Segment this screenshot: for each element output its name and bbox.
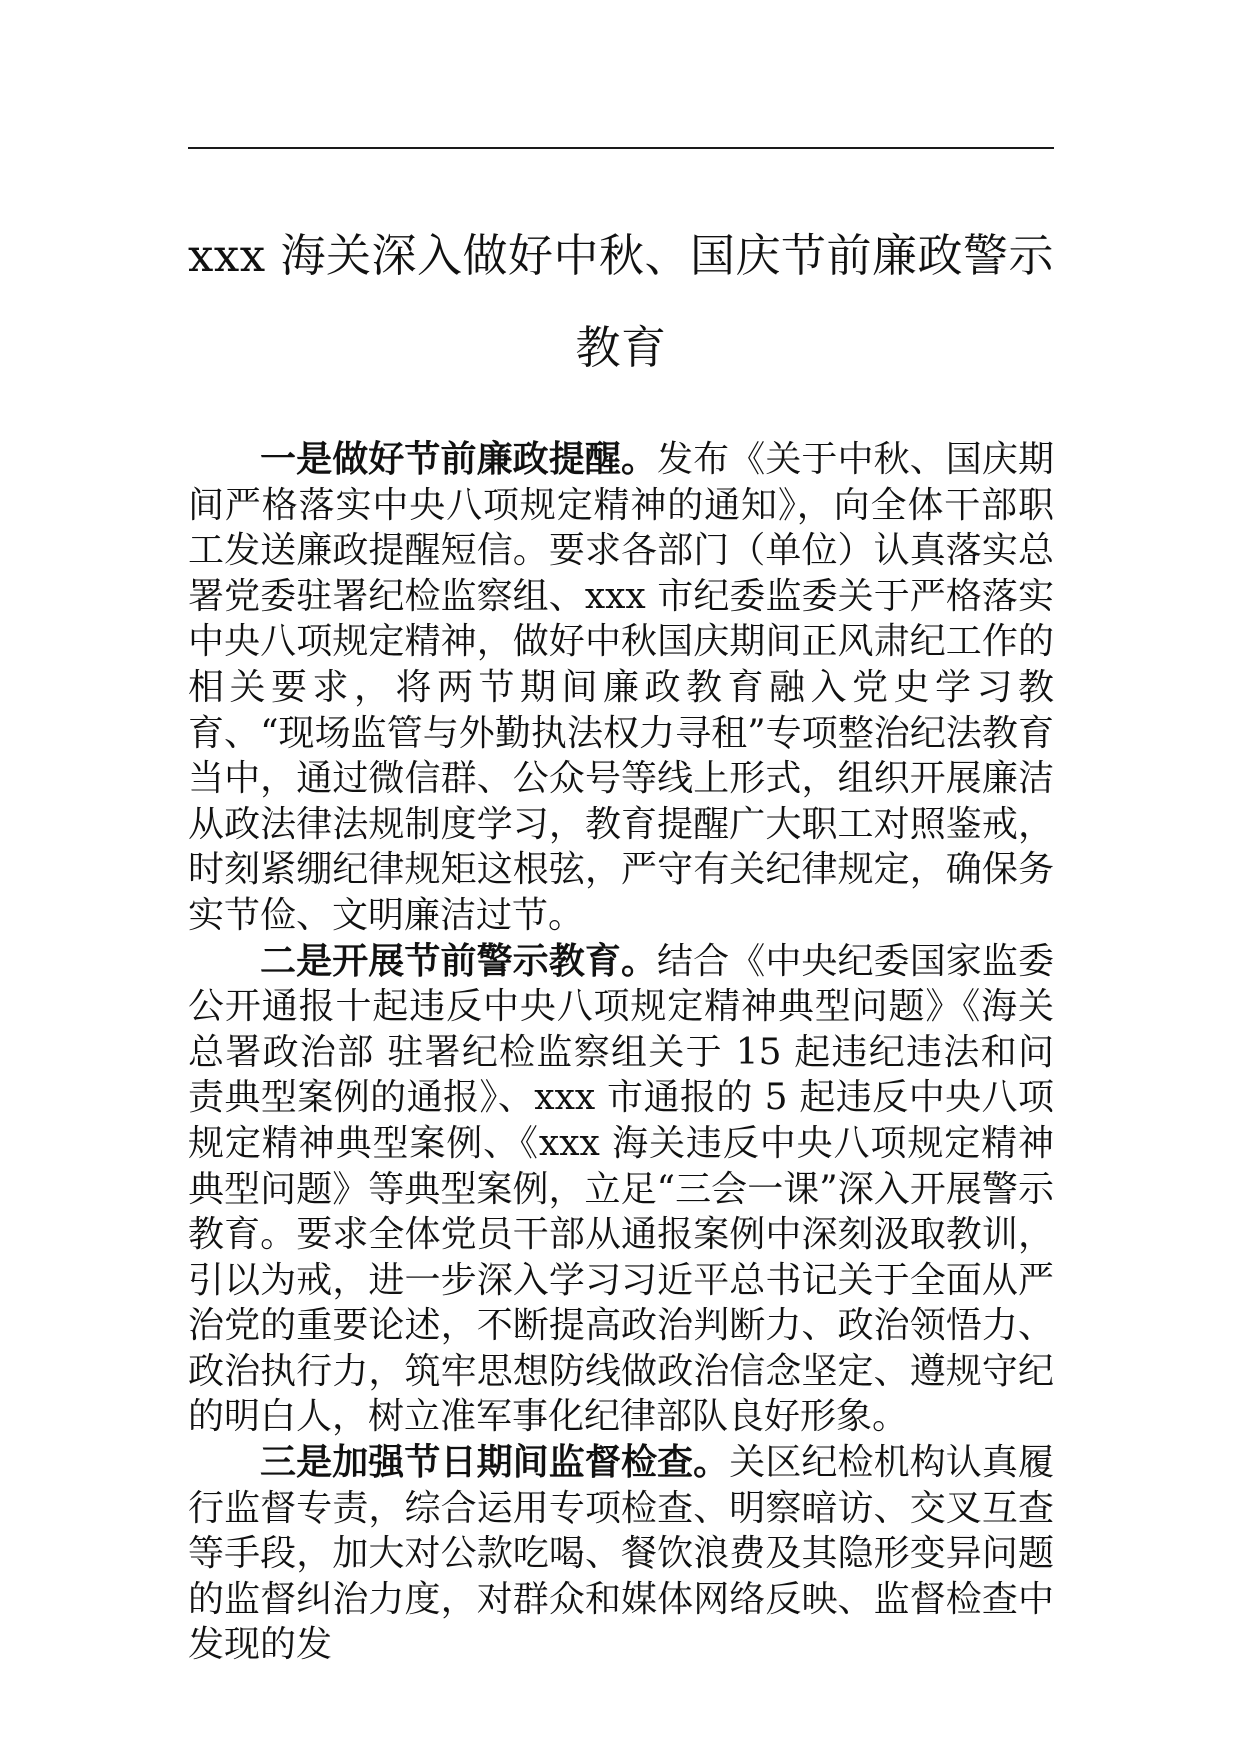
- document-body: [188, 437, 1054, 1668]
- paragraph-2: [188, 939, 1054, 1441]
- document-title: xxx 海关深入做好中秋、国庆节前廉政警示教育: [188, 229, 1054, 374]
- paragraph-1-text: 发布《关于中秋、国庆期间严格落实中央八项规定精神的通知》，向全体干部职工发送廉政提醒短信。要求各部门（单位）认真落实总署党委驻署纪检监察组、xxx 市纪委监委关于严格落实中央八项规定精神，做好中秋国庆期间正风肃纪工作的相关要求，将两节期间廉政教育融入党史学习教育、“现场监管与外勤执法权力寻租”专项整治纪法教育当中，通过微信群、公众号等线上形式，组织开展廉洁从政法律法规制度学习，教育提醒广大职工对照鉴戒，时刻紧绷纪律规矩这根弦，严守有关纪律规定，确保务实节俭、文明廉洁过节。: [188, 439, 1054, 936]
- paragraph-3: [188, 1440, 1054, 1668]
- paragraph-1-lead: 一是做好节前廉政提醒。: [260, 438, 658, 480]
- header-rule: [188, 147, 1054, 149]
- paragraph-3-lead: 三是加强节日期间监督检查。: [260, 1441, 730, 1484]
- paragraph-2-text: 结合《中央纪委国家监委公开通报十起违反中央八项规定精神典型问题》《海关总署政治部 驻署纪检监察组关于 15 起违纪违法和问责典型案例的通报》、xxx 市通报的 5 起违反中央八项规定精神典型案例、《xxx 海关违反中央八项规定精神典型问题》等典型案例，立足“三会一课”深入开展警示教育。要求全体党员干部从通报案例中深刻汲取教训，引以为戒，进一步深入学习习近平总书记关于全面从严治党的重要论述，不断提高政治判断力、政治领悟力、政治执行力，筑牢思想防线做政治信念坚定、遵规守纪的明白人，树立准军事化纪律部队良好形象。: [188, 940, 1054, 1438]
- paragraph-1: [188, 437, 1054, 939]
- paragraph-3-text: 关区纪检机构认真履行监督专责，综合运用专项检查、明察暗访、交叉互查等手段，加大对公款吃喝、餐饮浪费及其隐形变异问题的监督纠治力度，对群众和媒体网络反映、监督检查中发现的发: [188, 1442, 1054, 1666]
- paragraph-2-lead: 二是开展节前警示教育。: [260, 939, 658, 982]
